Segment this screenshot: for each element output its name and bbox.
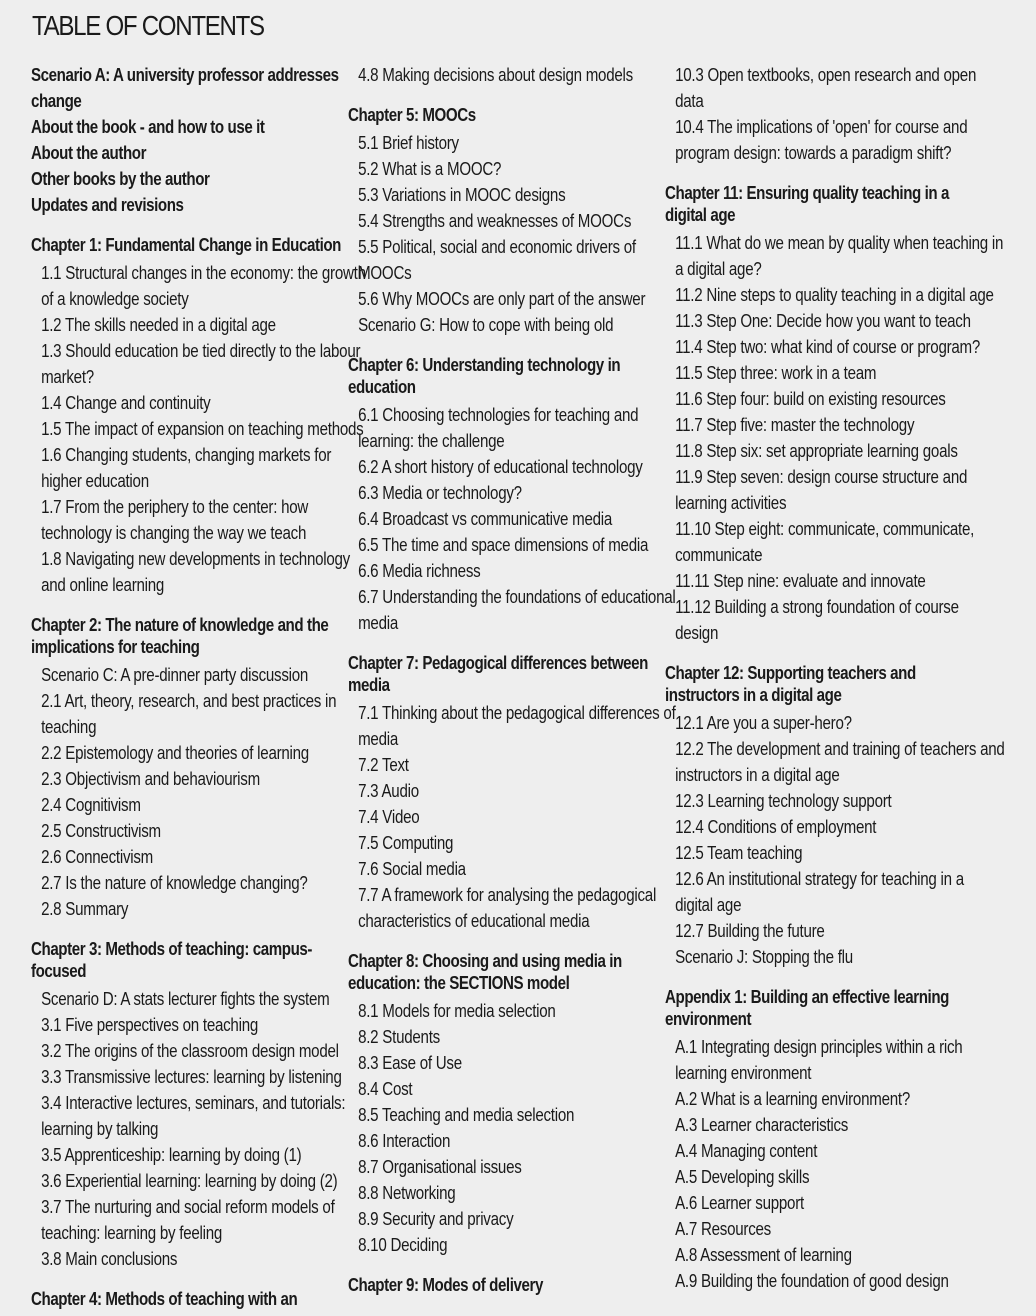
toc-entry[interactable]: characteristics of educational media <box>358 911 590 931</box>
toc-entry[interactable]: A.9 Building the foundation of good design <box>675 1271 949 1291</box>
toc-entry[interactable]: A.5 Developing skills <box>675 1167 810 1187</box>
toc-entry[interactable]: 1.2 The skills needed in a digital age <box>41 315 276 335</box>
chapter-heading[interactable]: education <box>348 377 416 397</box>
toc-entry[interactable]: teaching <box>41 717 97 737</box>
toc-entry[interactable]: 2.5 Constructivism <box>41 821 161 841</box>
chapter-heading[interactable]: digital age <box>665 205 736 225</box>
toc-entry[interactable]: 7.7 A framework for analysing the pedagogical <box>358 885 657 905</box>
front-matter-item[interactable]: Scenario A: A university professor addresses <box>31 65 339 85</box>
continued-entries <box>348 62 659 88</box>
chapter-section <box>348 354 676 636</box>
toc-entry[interactable]: 2.4 Cognitivism <box>41 795 141 815</box>
toc-entry[interactable]: a digital age? <box>675 259 762 279</box>
chapter-section <box>31 938 346 1272</box>
toc-entry[interactable]: 8.7 Organisational issues <box>358 1157 522 1177</box>
front-matter-item[interactable]: change <box>31 91 82 111</box>
chapter-heading[interactable]: instructors in a digital age <box>665 685 842 705</box>
toc-entry[interactable]: Scenario D: A stats lecturer fights the system <box>41 989 330 1009</box>
toc-entry[interactable]: program design: towards a paradigm shift? <box>675 143 952 163</box>
toc-entry[interactable]: 7.4 Video <box>358 807 420 827</box>
toc-column-3 <box>665 62 1005 1294</box>
chapter-heading[interactable]: Chapter 2: The nature of knowledge and the <box>31 615 329 635</box>
chapter-section <box>665 182 1004 646</box>
toc-entry[interactable]: learning environment <box>675 1063 812 1083</box>
chapter-heading[interactable]: Chapter 4: Methods of teaching with an <box>31 1289 298 1309</box>
toc-entry[interactable]: 8.2 Students <box>358 1027 440 1047</box>
toc-entry[interactable]: 8.4 Cost <box>358 1079 413 1099</box>
chapter-heading[interactable]: Chapter 7: Pedagogical differences between <box>348 653 648 673</box>
toc-entry[interactable]: 7.6 Social media <box>358 859 466 879</box>
toc-entry[interactable]: 11.1 What do we mean by quality when teaching in <box>675 233 1004 253</box>
toc-column-1 <box>31 62 366 1310</box>
chapter-heading[interactable]: implications for teaching <box>31 637 200 657</box>
toc-entry[interactable]: A.3 Learner characteristics <box>675 1115 849 1135</box>
toc-entry[interactable]: 12.5 Team teaching <box>675 843 803 863</box>
toc-entry[interactable]: 11.11 Step nine: evaluate and innovate <box>675 571 926 591</box>
chapter-heading[interactable]: Chapter 11: Ensuring quality teaching in a <box>665 183 949 203</box>
chapter-heading[interactable]: education: the SECTIONS model <box>348 973 570 993</box>
toc-entry[interactable]: digital age <box>675 895 742 915</box>
toc-entry[interactable]: 5.3 Variations in MOOC designs <box>358 185 566 205</box>
toc-entry[interactable]: 2.8 Summary <box>41 899 129 919</box>
toc-entry[interactable]: Scenario C: A pre-dinner party discussion <box>41 665 309 685</box>
section-spacer <box>348 338 659 354</box>
chapter-heading[interactable]: environment <box>665 1009 752 1029</box>
toc-entry[interactable]: 6.2 A short history of educational technology <box>358 457 643 477</box>
chapter-section <box>348 1274 659 1296</box>
toc-entry[interactable]: 11.4 Step two: what kind of course or program? <box>675 337 981 357</box>
chapter-section <box>31 614 342 922</box>
toc-entry[interactable]: 1.7 From the periphery to the center: how <box>41 497 309 517</box>
toc-entry[interactable]: 8.6 Interaction <box>358 1131 451 1151</box>
chapter-section <box>348 104 659 338</box>
toc-entry[interactable]: 4.8 Making decisions about design models <box>358 65 633 85</box>
chapter-section <box>348 652 676 934</box>
toc-entry[interactable]: 2.1 Art, theory, research, and best practices in <box>41 691 337 711</box>
toc-entry[interactable]: 1.5 The impact of expansion on teaching methods <box>41 419 364 439</box>
page-title: TABLE OF CONTENTS <box>32 10 264 41</box>
chapter-heading[interactable]: Chapter 8: Choosing and using media in <box>348 951 622 971</box>
toc-entry[interactable]: 12.4 Conditions of employment <box>675 817 877 837</box>
chapter-section <box>348 950 659 1258</box>
toc-entry[interactable]: 11.7 Step five: master the technology <box>675 415 915 435</box>
continued-entries <box>665 62 976 166</box>
toc-entry[interactable]: 2.2 Epistemology and theories of learning <box>41 743 309 763</box>
chapter-section <box>31 1288 342 1310</box>
toc-entry[interactable]: 12.6 An institutional strategy for teaching in a <box>675 869 964 889</box>
toc-entry[interactable]: 11.8 Step six: set appropriate learning goals <box>675 441 958 461</box>
toc-entry[interactable]: 6.5 The time and space dimensions of media <box>358 535 649 555</box>
toc-entry[interactable]: 3.1 Five perspectives on teaching <box>41 1015 259 1035</box>
toc-entry[interactable]: 11.2 Nine steps to quality teaching in a digital age <box>675 285 994 305</box>
toc-entry[interactable]: 2.3 Objectivism and behaviourism <box>41 769 260 789</box>
toc-entry[interactable]: 8.8 Networking <box>358 1183 456 1203</box>
toc-entry[interactable]: 11.5 Step three: work in a team <box>675 363 877 383</box>
section-spacer <box>348 1258 659 1274</box>
toc-entry[interactable]: learning by talking <box>41 1119 159 1139</box>
chapter-heading[interactable]: focused <box>31 961 87 981</box>
toc-entry[interactable]: design <box>675 623 719 643</box>
toc-entry[interactable]: 3.7 The nurturing and social reform models of <box>41 1197 335 1217</box>
toc-entry[interactable]: 12.2 The development and training of teachers and <box>675 739 1005 759</box>
toc-entry[interactable]: Scenario J: Stopping the flu <box>675 947 853 967</box>
toc-entry[interactable]: A.4 Managing content <box>675 1141 818 1161</box>
toc-entry[interactable]: A.6 Learner support <box>675 1193 804 1213</box>
toc-entry[interactable]: 1.6 Changing students, changing markets for <box>41 445 332 465</box>
chapter-heading[interactable]: Chapter 1: Fundamental Change in Education <box>31 235 341 255</box>
toc-entry[interactable]: media <box>358 729 399 749</box>
toc-entry[interactable]: technology is changing the way we teach <box>41 523 307 543</box>
toc-entry[interactable]: 3.5 Apprenticeship: learning by doing (1) <box>41 1145 302 1165</box>
toc-entry[interactable]: 2.6 Connectivism <box>41 847 154 867</box>
toc-entry[interactable]: data <box>675 91 704 111</box>
toc-entry[interactable]: 11.6 Step four: build on existing resources <box>675 389 946 409</box>
toc-entry[interactable]: 3.4 Interactive lectures, seminars, and tutorials: <box>41 1093 346 1113</box>
toc-entry[interactable]: 12.3 Learning technology support <box>675 791 892 811</box>
toc-entry[interactable]: 12.7 Building the future <box>675 921 825 941</box>
toc-entry[interactable]: 8.3 Ease of Use <box>358 1053 462 1073</box>
toc-entry[interactable]: 6.4 Broadcast vs communicative media <box>358 509 613 529</box>
toc-entry[interactable]: 1.4 Change and continuity <box>41 393 211 413</box>
front-matter-item[interactable]: About the book - and how to use it <box>31 117 265 137</box>
toc-entry[interactable]: 1.3 Should education be tied directly to the labour <box>41 341 361 361</box>
toc-entry[interactable]: 1.8 Navigating new developments in technology <box>41 549 350 569</box>
front-matter-item[interactable]: Other books by the author <box>31 169 210 189</box>
toc-entry[interactable]: 3.8 Main conclusions <box>41 1249 178 1269</box>
section-spacer <box>665 970 976 986</box>
section-spacer <box>665 166 976 182</box>
toc-entry[interactable]: 7.3 Audio <box>358 781 419 801</box>
front-matter-item[interactable]: About the author <box>31 143 147 163</box>
toc-entry[interactable]: 1.1 Structural changes in the economy: the growth <box>41 263 366 283</box>
toc-entry[interactable]: 3.2 The origins of the classroom design model <box>41 1041 339 1061</box>
toc-entry[interactable]: 7.1 Thinking about the pedagogical differences of <box>358 703 676 723</box>
toc-entry[interactable]: learning: the challenge <box>358 431 505 451</box>
toc-entry[interactable]: 8.1 Models for media selection <box>358 1001 556 1021</box>
section-spacer <box>348 636 659 652</box>
toc-entry[interactable]: A.2 What is a learning environment? <box>675 1089 910 1109</box>
section-spacer <box>31 598 342 614</box>
section-spacer <box>348 934 659 950</box>
toc-entry[interactable]: 5.6 Why MOOCs are only part of the answer <box>358 289 646 309</box>
chapter-heading[interactable]: Chapter 12: Supporting teachers and <box>665 663 916 683</box>
chapter-heading[interactable]: media <box>348 675 390 695</box>
toc-entry[interactable]: learning activities <box>675 493 787 513</box>
toc-entry[interactable]: 5.5 Political, social and economic drivers of <box>358 237 636 257</box>
toc-entry[interactable]: 6.3 Media or technology? <box>358 483 522 503</box>
toc-entry[interactable]: higher education <box>41 471 149 491</box>
chapter-heading[interactable]: Chapter 6: Understanding technology in <box>348 355 621 375</box>
toc-entry[interactable]: 5.1 Brief history <box>358 133 459 153</box>
toc-entry[interactable]: 8.5 Teaching and media selection <box>358 1105 575 1125</box>
section-spacer <box>348 88 659 104</box>
toc-entry[interactable]: communicate <box>675 545 763 565</box>
toc-entry[interactable]: A.7 Resources <box>675 1219 771 1239</box>
toc-entry[interactable]: 7.2 Text <box>358 755 409 775</box>
section-spacer <box>31 1272 342 1288</box>
toc-entry[interactable]: 3.6 Experiential learning: learning by doing (2) <box>41 1171 338 1191</box>
section-spacer <box>665 646 976 662</box>
toc-entry[interactable]: 8.9 Security and privacy <box>358 1209 514 1229</box>
toc-entry[interactable]: 10.3 Open textbooks, open research and open <box>675 65 977 85</box>
chapter-heading[interactable]: Chapter 5: MOOCs <box>348 105 476 125</box>
toc-entry[interactable]: of a knowledge society <box>41 289 189 309</box>
toc-entry[interactable]: and online learning <box>41 575 165 595</box>
toc-column-2 <box>348 62 676 1296</box>
toc-entry[interactable]: 11.3 Step One: Decide how you want to teach <box>675 311 971 331</box>
toc-entry[interactable]: 5.2 What is a MOOC? <box>358 159 502 179</box>
front-matter-item[interactable]: Updates and revisions <box>31 195 184 215</box>
chapter-section <box>665 662 1005 970</box>
front-matter-list <box>31 62 342 218</box>
toc-entry[interactable]: media <box>358 613 399 633</box>
toc-entry[interactable]: 6.6 Media richness <box>358 561 481 581</box>
toc-entry[interactable]: 7.5 Computing <box>358 833 454 853</box>
toc-entry[interactable]: 2.7 Is the nature of knowledge changing? <box>41 873 308 893</box>
toc-entry[interactable]: A.8 Assessment of learning <box>675 1245 852 1265</box>
toc-entry[interactable]: Scenario G: How to cope with being old <box>358 315 614 335</box>
toc-entry[interactable]: A.1 Integrating design principles within a rich <box>675 1037 963 1057</box>
section-spacer <box>31 218 342 234</box>
toc-entry[interactable]: 10.4 The implications of 'open' for course and <box>675 117 968 137</box>
chapter-heading[interactable]: Chapter 9: Modes of delivery <box>348 1275 543 1295</box>
toc-entry[interactable]: market? <box>41 367 94 387</box>
toc-entry[interactable]: MOOCs <box>358 263 412 283</box>
toc-entry[interactable]: teaching: learning by feeling <box>41 1223 223 1243</box>
section-spacer <box>31 922 342 938</box>
toc-entry[interactable]: 11.12 Building a strong foundation of course <box>675 597 959 617</box>
toc-entry[interactable]: 5.4 Strengths and weaknesses of MOOCs <box>358 211 632 231</box>
chapter-section <box>31 234 366 598</box>
toc-entry[interactable]: 11.9 Step seven: design course structure and <box>675 467 968 487</box>
toc-entry[interactable]: 6.1 Choosing technologies for teaching and <box>358 405 639 425</box>
toc-entry[interactable]: 6.7 Understanding the foundations of educational <box>358 587 676 607</box>
toc-entry[interactable]: 11.10 Step eight: communicate, communicate, <box>675 519 975 539</box>
chapter-heading[interactable]: Chapter 3: Methods of teaching: campus- <box>31 939 313 959</box>
toc-entry[interactable]: instructors in a digital age <box>675 765 840 785</box>
toc-entry[interactable]: 8.10 Deciding <box>358 1235 448 1255</box>
chapter-section <box>665 986 976 1294</box>
toc-entry[interactable]: 3.3 Transmissive lectures: learning by listening <box>41 1067 342 1087</box>
toc-entry[interactable]: 12.1 Are you a super-hero? <box>675 713 852 733</box>
chapter-heading[interactable]: Appendix 1: Building an effective learning <box>665 987 949 1007</box>
